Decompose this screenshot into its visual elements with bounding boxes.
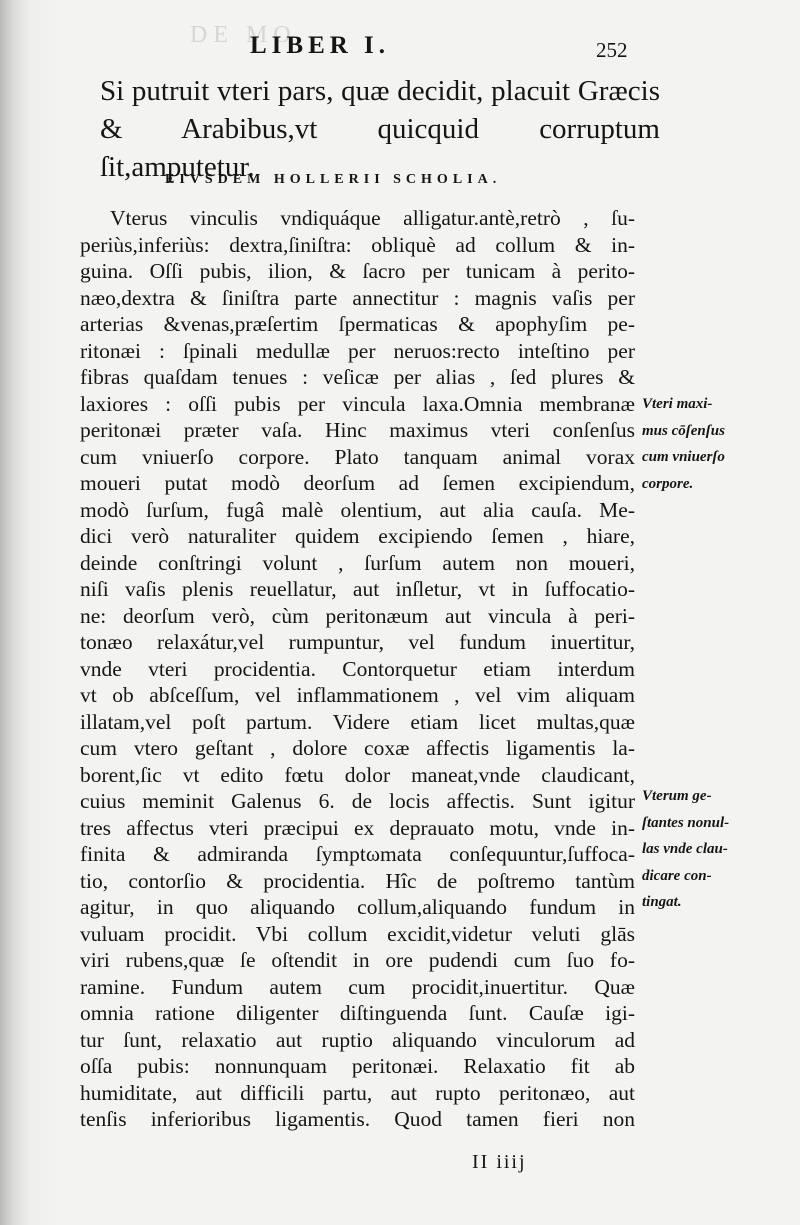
body-line: ne: deorſum verò, cùm peritonæum aut vincula à peri- xyxy=(80,603,635,628)
show-through-text: DE MO xyxy=(190,22,297,48)
body-line: guina. Oſſi pubis, ilion, & ſacro per tunicam à perito- xyxy=(80,259,635,283)
body-line: cum vtero geſtant , dolore coxæ affectis ligamentis la- xyxy=(80,736,635,760)
scholia-body xyxy=(80,205,635,1133)
body-line: oſſa pubis: nonnunquam peritonæi. Relaxatio fit ab xyxy=(80,1054,635,1078)
page-header xyxy=(0,30,800,66)
body-line: vuluam procidit. Vbi collum excidit,videtur veluti glās xyxy=(80,921,635,946)
running-head: LIBER I. xyxy=(250,32,391,59)
body-line: humiditate, aut difficili partu, aut rupto peritonæo, aut xyxy=(80,1080,635,1105)
body-line: tio, contorſio & procidentia. Hîc de poſtremo tantùm xyxy=(80,868,635,893)
marginal-note-line: Vterum ge- xyxy=(642,788,712,804)
body-line: vnde vteri procidentia. Contorquetur etiam interdum xyxy=(80,656,635,681)
body-line: tur ſunt, relaxatio aut ruptio aliquando vinculorum ad xyxy=(80,1027,635,1052)
marginal-note-consensus xyxy=(642,391,725,497)
marginal-note-line: dicare con- xyxy=(642,867,712,884)
body-line: periùs,inferiùs: dextra,ſiniſtra: obliquè ad collum & in- xyxy=(80,232,635,257)
body-line: dici verò naturaliter quidem excipiendo ſemen , hiare, xyxy=(80,524,635,548)
body-line: fibras quaſdam tenues : veſicæ per alias , ſed plures & xyxy=(80,365,635,389)
signature-mark: II iiij xyxy=(472,1151,527,1173)
body-line: tonæo relaxátur,vel rumpuntur, vel fundum inuertitur, xyxy=(80,630,635,654)
body-line: deinde conſtringi volunt , ſurſum autem non moueri, xyxy=(80,550,635,575)
marginal-note-line: Vteri maxi- xyxy=(642,396,713,412)
marginal-note-line: mus cōſenſus xyxy=(642,422,725,439)
page-number: 252 xyxy=(596,38,628,62)
body-line: ritonæi : ſpinali medullæ per neruos:recto inteſtino per xyxy=(80,338,635,363)
body-line: vt ob abſceſſum, vel inflammationem , vel vim aliquam xyxy=(80,683,635,707)
body-line: arterias &venas,præſertim ſpermaticas & apophyſim pe- xyxy=(80,312,635,336)
body-line: niſi vaſis plenis reuellatur, aut inſletur, vt in ſuffocatio- xyxy=(80,577,635,601)
marginal-note-line: las vnde clau- xyxy=(642,841,728,857)
body-line: viri rubens,quæ ſe oſtendit in ore pudendi cum ſuo fo- xyxy=(80,948,635,972)
body-line: agitur, in quo aliquando collum,aliquando fundum in xyxy=(80,895,635,919)
body-line: peritonæi præter vaſa. Hinc maximus vteri conſenſus xyxy=(80,418,635,442)
body-line: borent,ſic vt edito fœtu dolor maneat,vnde claudicant, xyxy=(80,762,635,787)
aphorism-text: Si putruit vteri pars, quæ decidit, placuit Græcis & Arabibus,vt quicquid corruptum ſit,amputetur. xyxy=(100,75,660,183)
body-line: laxiores : oſſi pubis per vincula laxa.Omnia membranæ xyxy=(80,391,635,416)
body-line: modò ſurſum, fugâ malè olentium, aut alia cauſa. Me- xyxy=(80,497,635,522)
scholia-heading: EIVSDEM HOLLERII SCHOLIA. xyxy=(165,172,502,187)
body-line: tenſis inferioribus ligamentis. Quod tamen fieri non xyxy=(80,1107,635,1131)
body-line: ramine. Fundum autem cum procidit,inuertitur. Quæ xyxy=(80,974,635,999)
body-line: cum vniuerſo corpore. Plato tanquam animal vorax xyxy=(80,444,635,469)
body-line: Vterus vinculis vndiquáque alligatur.antè,retrò , ſu- xyxy=(110,206,635,230)
marginal-note-line: cum vniuerſo xyxy=(642,449,725,465)
body-line: moueri putat modò deorſum ad ſemen excipiendum, xyxy=(80,471,635,495)
marginal-note-gestantes xyxy=(642,783,729,916)
body-line: næo,dextra & ſiniſtra parte annectitur : magnis vaſis per xyxy=(80,285,635,310)
marginal-note-line: tingat. xyxy=(642,894,682,910)
body-line: omnia ratione diligenter diſtinguenda ſunt. Cauſæ igi- xyxy=(80,1001,635,1025)
body-line: cuius meminit Galenus 6. de locis affectis. Sunt igitur xyxy=(80,789,635,813)
body-line: tres affectus vteri præcipui ex deprauato motu, vnde in- xyxy=(80,815,635,840)
marginal-note-line: corpore. xyxy=(642,475,694,492)
body-line: illatam,vel poſt partum. Videre etiam licet multas,quæ xyxy=(80,709,635,734)
body-line: finita & admiranda ſymptωmata conſequuntur,ſuffoca- xyxy=(80,842,635,866)
marginal-note-line: ſtantes nonul- xyxy=(642,814,730,831)
